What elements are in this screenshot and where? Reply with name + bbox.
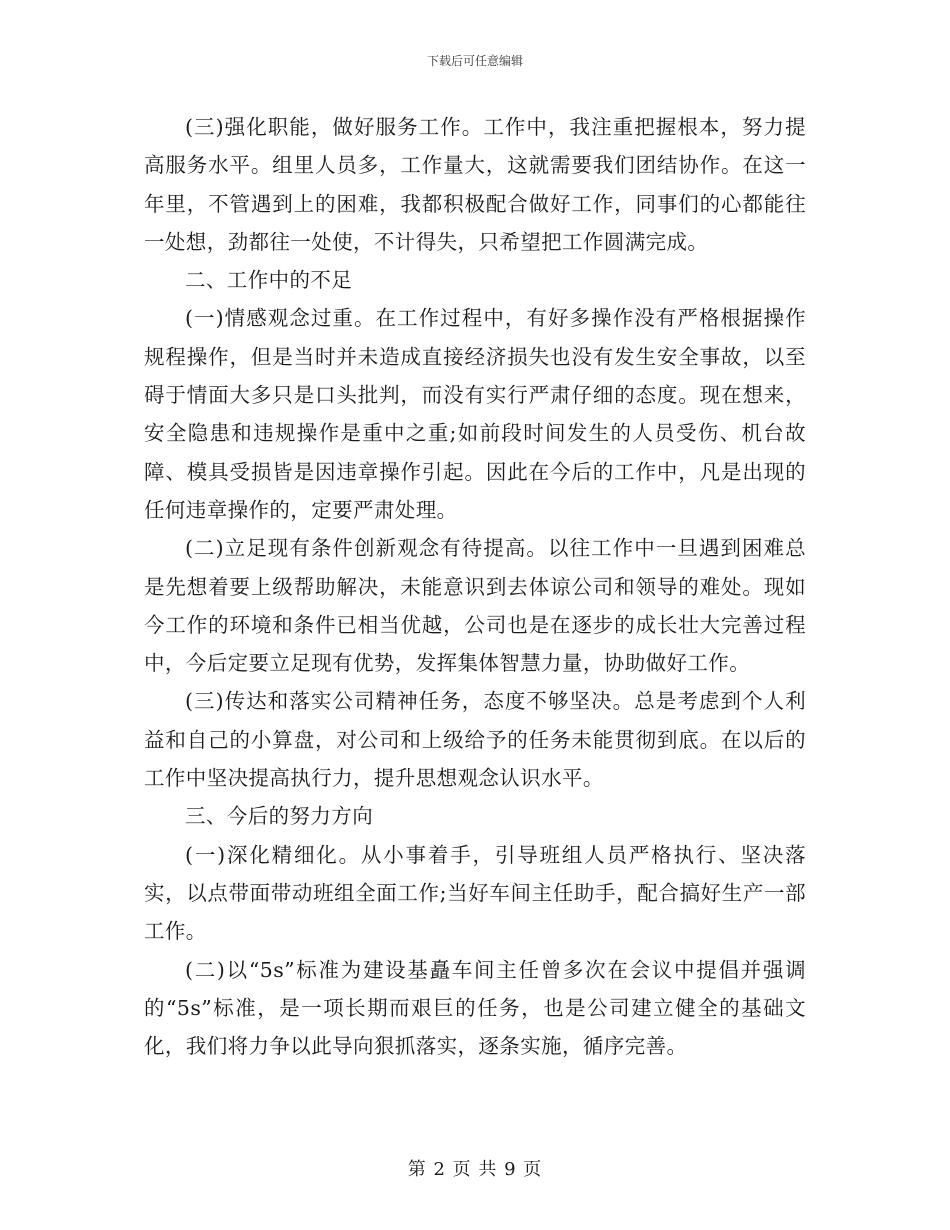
paragraph-company-tasks: (三)传达和落实公司精神任务，态度不够坚决。总是考虑到个人利益和自己的小算盘，对公司和上级给予的任务未能贯彻到底。在以后的工作中坚决提高执行力，提升思想观念认识水平。 xyxy=(144,689,806,791)
section-heading-shortcomings: 二、工作中的不足 xyxy=(185,268,353,293)
paragraph-innovation: (二)立足现有条件创新观念有待提高。以往工作中一旦遇到困难总是先想着要上级帮助解决，未能意识到去体谅公司和领导的难处。现如今工作的环境和条件已相当优越，公司也是在逐步的成长壮大完善过程中，今后定要立足现有优势，发挥集体智慧力量，协助做好工作。 xyxy=(144,536,806,676)
page-number-footer: 第 2 页 共 9 页 xyxy=(407,1159,543,1180)
section-heading-future-direction: 三、今后的努力方向 xyxy=(185,804,374,829)
paragraph-emotional-concepts: (一)情感观念过重。在工作过程中，有好多操作没有严格根据操作规程操作，但是当时并未造成直接经济损失也没有发生安全事故，以至碍于情面大多只是口头批判，而没有实行严肃仔细的态度。现在想来，安全隐患和违规操作是重中之重;如前段时间发生的人员受伤、机台故障、模具受损皆是因违章操作引起。因此在今后的工作中，凡是出现的任何违章操作的，定要严肃处理。 xyxy=(144,306,806,522)
page-header: 下载后可任意编辑 xyxy=(426,54,523,68)
document-body xyxy=(144,108,806,1065)
paragraph-5s-standard: (二)以“5s”标准为建设基矗车间主任曾多次在会议中提倡并强调的“5s”标准，是一项长期而艰巨的任务，也是公司建立健全的基础文化，我们将力争以此导向狠抓落实，逐条实施，循序完善。 xyxy=(144,957,806,1059)
paragraph-refinement: (一)深化精细化。从小事着手，引导班组人员严格执行、坚决落实，以点带面带动班组全面工作;当好车间主任助手，配合搞好生产一部工作。 xyxy=(144,842,807,944)
paragraph-service-work: (三)强化职能，做好服务工作。工作中，我注重把握根本，努力提高服务水平。组里人员多，工作量大，这就需要我们团结协作。在这一年里，不管遇到上的困难，我都积极配合做好工作，同事们的心都能往一处想，劲都往一处使，不计得失，只希望把工作圆满完成。 xyxy=(144,115,806,254)
